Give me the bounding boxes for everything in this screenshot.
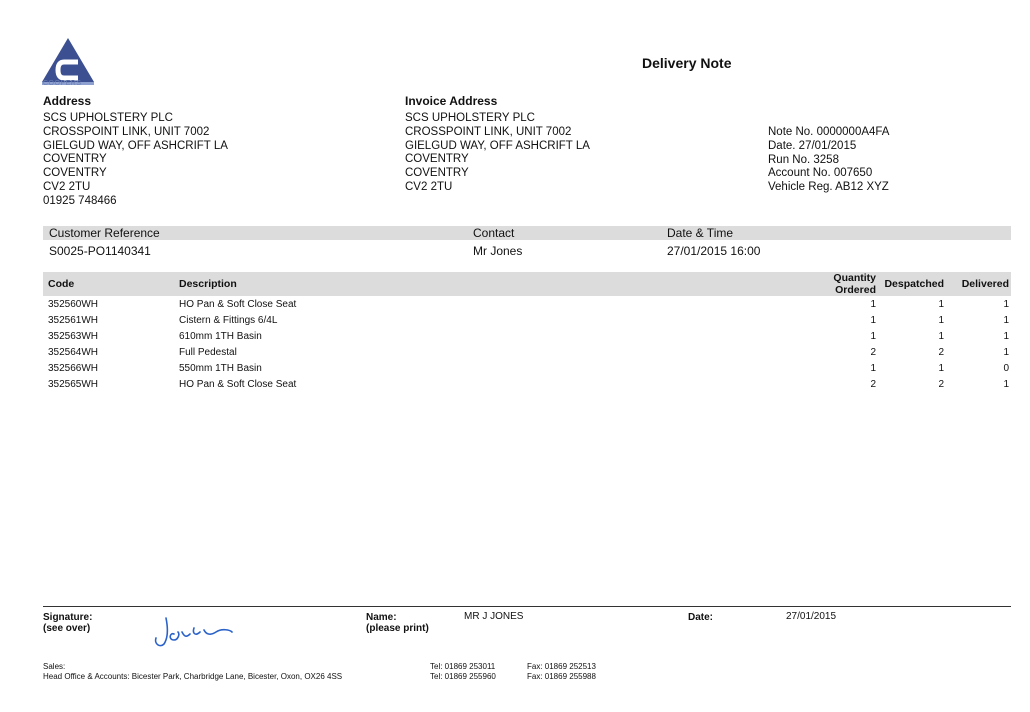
signature-image	[146, 612, 236, 652]
item-delivered: 1	[1003, 314, 1009, 326]
run-number: Run No. 3258	[768, 153, 839, 166]
item-qty-ordered: 1	[870, 362, 876, 374]
item-delivered: 1	[1003, 378, 1009, 390]
item-despatched: 1	[938, 362, 944, 374]
item-qty-ordered: 2	[870, 346, 876, 358]
item-description: HO Pan & Soft Close Seat	[179, 298, 297, 310]
col-description: Description	[174, 272, 786, 296]
logo-text: COOPERS	[43, 80, 82, 87]
fax-sales: Fax: 01869 252513	[527, 662, 596, 671]
address-line: COVENTRY	[43, 153, 107, 166]
address-line: GIELGUD WAY, OFF ASHCRIFT LA	[43, 139, 228, 152]
name-sublabel: (please print)	[366, 623, 429, 634]
item-despatched: 2	[938, 346, 944, 358]
item-code: 352566WH	[48, 362, 99, 374]
item-code: 352565WH	[48, 378, 99, 390]
datetime-label: Date & Time	[667, 226, 734, 240]
col-despatched: Despatched	[878, 272, 946, 296]
name-label-block	[366, 612, 429, 634]
fax-block	[527, 662, 596, 682]
table-row	[43, 312, 1011, 328]
address-line: SCS UPHOLSTERY PLC	[43, 112, 173, 124]
name-value: MR J JONES	[464, 611, 524, 622]
invoice-address-block	[405, 112, 590, 195]
company-address-block	[43, 662, 342, 682]
item-delivered: 1	[1003, 298, 1009, 310]
address-heading: Address	[43, 94, 92, 108]
reference-header-band	[43, 226, 1011, 240]
table-row	[43, 344, 1011, 360]
document-title: Delivery Note	[642, 55, 732, 71]
col-delivered: Delivered	[946, 272, 1011, 296]
item-qty-ordered: 1	[870, 314, 876, 326]
item-code: 352564WH	[48, 346, 99, 358]
item-description: HO Pan & Soft Close Seat	[179, 378, 297, 390]
head-office-address: Head Office & Accounts: Bicester Park, Charbridge Lane, Bicester, Oxon, OX26 4SS	[43, 672, 343, 681]
invoice-address-line: COVENTRY	[405, 167, 469, 180]
table-row	[43, 296, 1011, 312]
invoice-address-line: COVENTRY	[405, 153, 469, 166]
datetime-value: 27/01/2015 16:00	[667, 244, 761, 258]
item-delivered: 1	[1003, 346, 1009, 358]
signature-sublabel: (see over)	[43, 623, 91, 634]
invoice-address-line: CROSSPOINT LINK, UNIT 7002	[405, 125, 572, 138]
col-qty-ordered: Quantity Ordered	[786, 272, 878, 296]
item-qty-ordered: 1	[870, 298, 876, 310]
item-despatched: 1	[938, 314, 944, 326]
footer-divider	[43, 606, 1011, 607]
item-code: 352561WH	[48, 314, 99, 326]
item-delivered: 0	[1003, 362, 1009, 374]
address-line: COVENTRY	[43, 167, 107, 180]
item-description: 550mm 1TH Basin	[179, 362, 262, 374]
item-qty-ordered: 2	[870, 378, 876, 390]
item-qty-ordered: 1	[870, 330, 876, 342]
customer-reference-label: Customer Reference	[49, 226, 160, 240]
item-delivered: 1	[1003, 330, 1009, 342]
item-despatched: 1	[938, 330, 944, 342]
table-row	[43, 376, 1011, 392]
telephone-block	[430, 662, 496, 682]
date-value: 27/01/2015	[786, 611, 837, 622]
address-line: CV2 2TU	[43, 180, 91, 193]
telephone-head-office: Tel: 01869 255960	[430, 672, 496, 681]
note-date: Date. 27/01/2015	[768, 139, 857, 152]
note-number: Note No. 0000000A4FA	[768, 126, 890, 138]
items-header-row	[43, 272, 1011, 296]
item-code: 352563WH	[48, 330, 99, 342]
col-code: Code	[43, 272, 174, 296]
contact-label: Contact	[473, 226, 515, 240]
table-row	[43, 360, 1011, 376]
address-phone: 01925 748466	[43, 194, 117, 207]
item-description: Full Pedestal	[179, 346, 237, 358]
item-code: 352560WH	[48, 298, 99, 310]
address-line: CROSSPOINT LINK, UNIT 7002	[43, 125, 210, 138]
vehicle-reg: Vehicle Reg. AB12 XYZ	[768, 181, 889, 194]
telephone-sales: Tel: 01869 253011	[430, 662, 496, 671]
signature-label: Signature:	[43, 612, 93, 623]
item-description: 610mm 1TH Basin	[179, 330, 262, 342]
invoice-address-line: CV2 2TU	[405, 180, 453, 193]
signature-label-block	[43, 612, 92, 634]
item-description: Cistern & Fittings 6/4L	[179, 314, 278, 326]
item-despatched: 2	[938, 378, 944, 390]
item-despatched: 1	[938, 298, 944, 310]
fax-head-office: Fax: 01869 255988	[527, 672, 596, 681]
table-row	[43, 328, 1011, 344]
name-label: Name:	[366, 612, 397, 623]
items-table	[43, 272, 1011, 392]
date-label: Date:	[688, 612, 714, 623]
contact-value: Mr Jones	[473, 244, 523, 258]
invoice-address-line: SCS UPHOLSTERY PLC	[405, 112, 535, 124]
customer-reference-value: S0025-PO1140341	[49, 244, 151, 258]
address-block	[43, 112, 228, 209]
account-number: Account No. 007650	[768, 167, 873, 180]
invoice-address-heading: Invoice Address	[405, 94, 498, 108]
invoice-address-line: GIELGUD WAY, OFF ASHCRIFT LA	[405, 139, 590, 152]
note-info	[768, 126, 889, 195]
sales-label: Sales:	[43, 662, 66, 671]
